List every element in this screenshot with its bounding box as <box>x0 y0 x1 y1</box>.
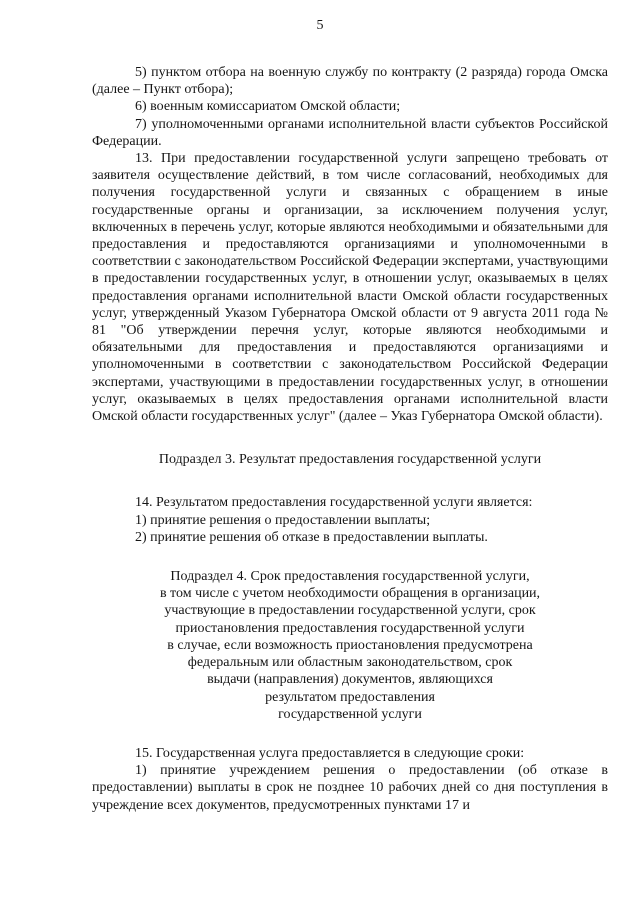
heading-line: выдачи (направления) документов, являющихся <box>207 672 493 688</box>
heading-line: в случае, если возможность приостановления предусмотрена <box>167 637 533 653</box>
paragraph-14: 14. Результатом предоставления государственной услуги является: <box>135 495 533 511</box>
heading-line: в том числе с учетом необходимости обращения в организации, <box>159 586 541 602</box>
paragraph-13: 13. При предоставлении государственной услуги запрещено требовать от заявителя осуществление действий, в том числе согласований, необходимых для получения государственной услуги и связанных с обращением в иные государственные органы и организации, за исключением получения услуг, включенных в перечень услуг, которые являются необходимыми и обязательными для предоставления и предоставляются организациями и уполномоченными в соответствии с законодательством Российской Федерации экспертами, участвующими в предоставлении государственных услуг, в отношении услуг, оказываемых в целях предоставления органами исполнительной власти Омской области государственных услуг, утвержденный Указом Губернатора Омской области от 9 августа 2011 года № 81 "Об утверждении перечня услуг, которые являются необходимыми и обязательными для предоставления и предоставляются организациями и уполномоченными в соответствии с законодательством Российской Федерации экспертами, участвующими в предоставлении государственных услуг, в отношении услуг, оказываемых в целях предоставления органами исполнительной власти Омской области государственных услуг" (далее – Указ Губернатора Омской области). <box>92 151 608 425</box>
paragraph-15: 15. Государственная услуга предоставляется в следующие сроки: <box>135 745 525 761</box>
list-item: 1) принятие учреждением решения о предоставлении (об отказе в предоставлении) выплаты в срок не позднее 10 рабочих дней со дня поступления в учреждение всех документов, предусмотренных пунктами 17 и <box>92 763 608 813</box>
list-item: 2) принятие решения об отказе в предоставлении выплаты. <box>135 529 488 545</box>
heading-line: Подраздел 4. Срок предоставления государственной услуги, <box>170 569 530 585</box>
heading-line: результатом предоставления <box>265 689 435 705</box>
list-item: 5) пунктом отбора на военную службу по контракту (2 разряда) города Омска (далее – Пункт отбора); <box>92 65 608 98</box>
list-item: 6) военным комиссариатом Омской области; <box>135 99 401 115</box>
subsection-4-heading <box>135 568 565 723</box>
heading-line: федеральным или областным законодательством, срок <box>187 655 513 671</box>
heading-line: государственной услуги <box>278 706 422 722</box>
heading-line: участвующие в предоставлении государственной услуги, срок <box>164 603 536 619</box>
heading-line: приостановления предоставления государственной услуги <box>175 620 525 636</box>
document-body <box>92 64 608 814</box>
list-item: 7) уполномоченными органами исполнительной власти субъектов Российской Федерации. <box>92 116 608 149</box>
page-number: 5 <box>316 18 324 33</box>
list-item: 1) принятие решения о предоставлении выплаты; <box>135 512 431 528</box>
subsection-3-heading: Подраздел 3. Результат предоставления государственной услуги <box>158 452 542 468</box>
